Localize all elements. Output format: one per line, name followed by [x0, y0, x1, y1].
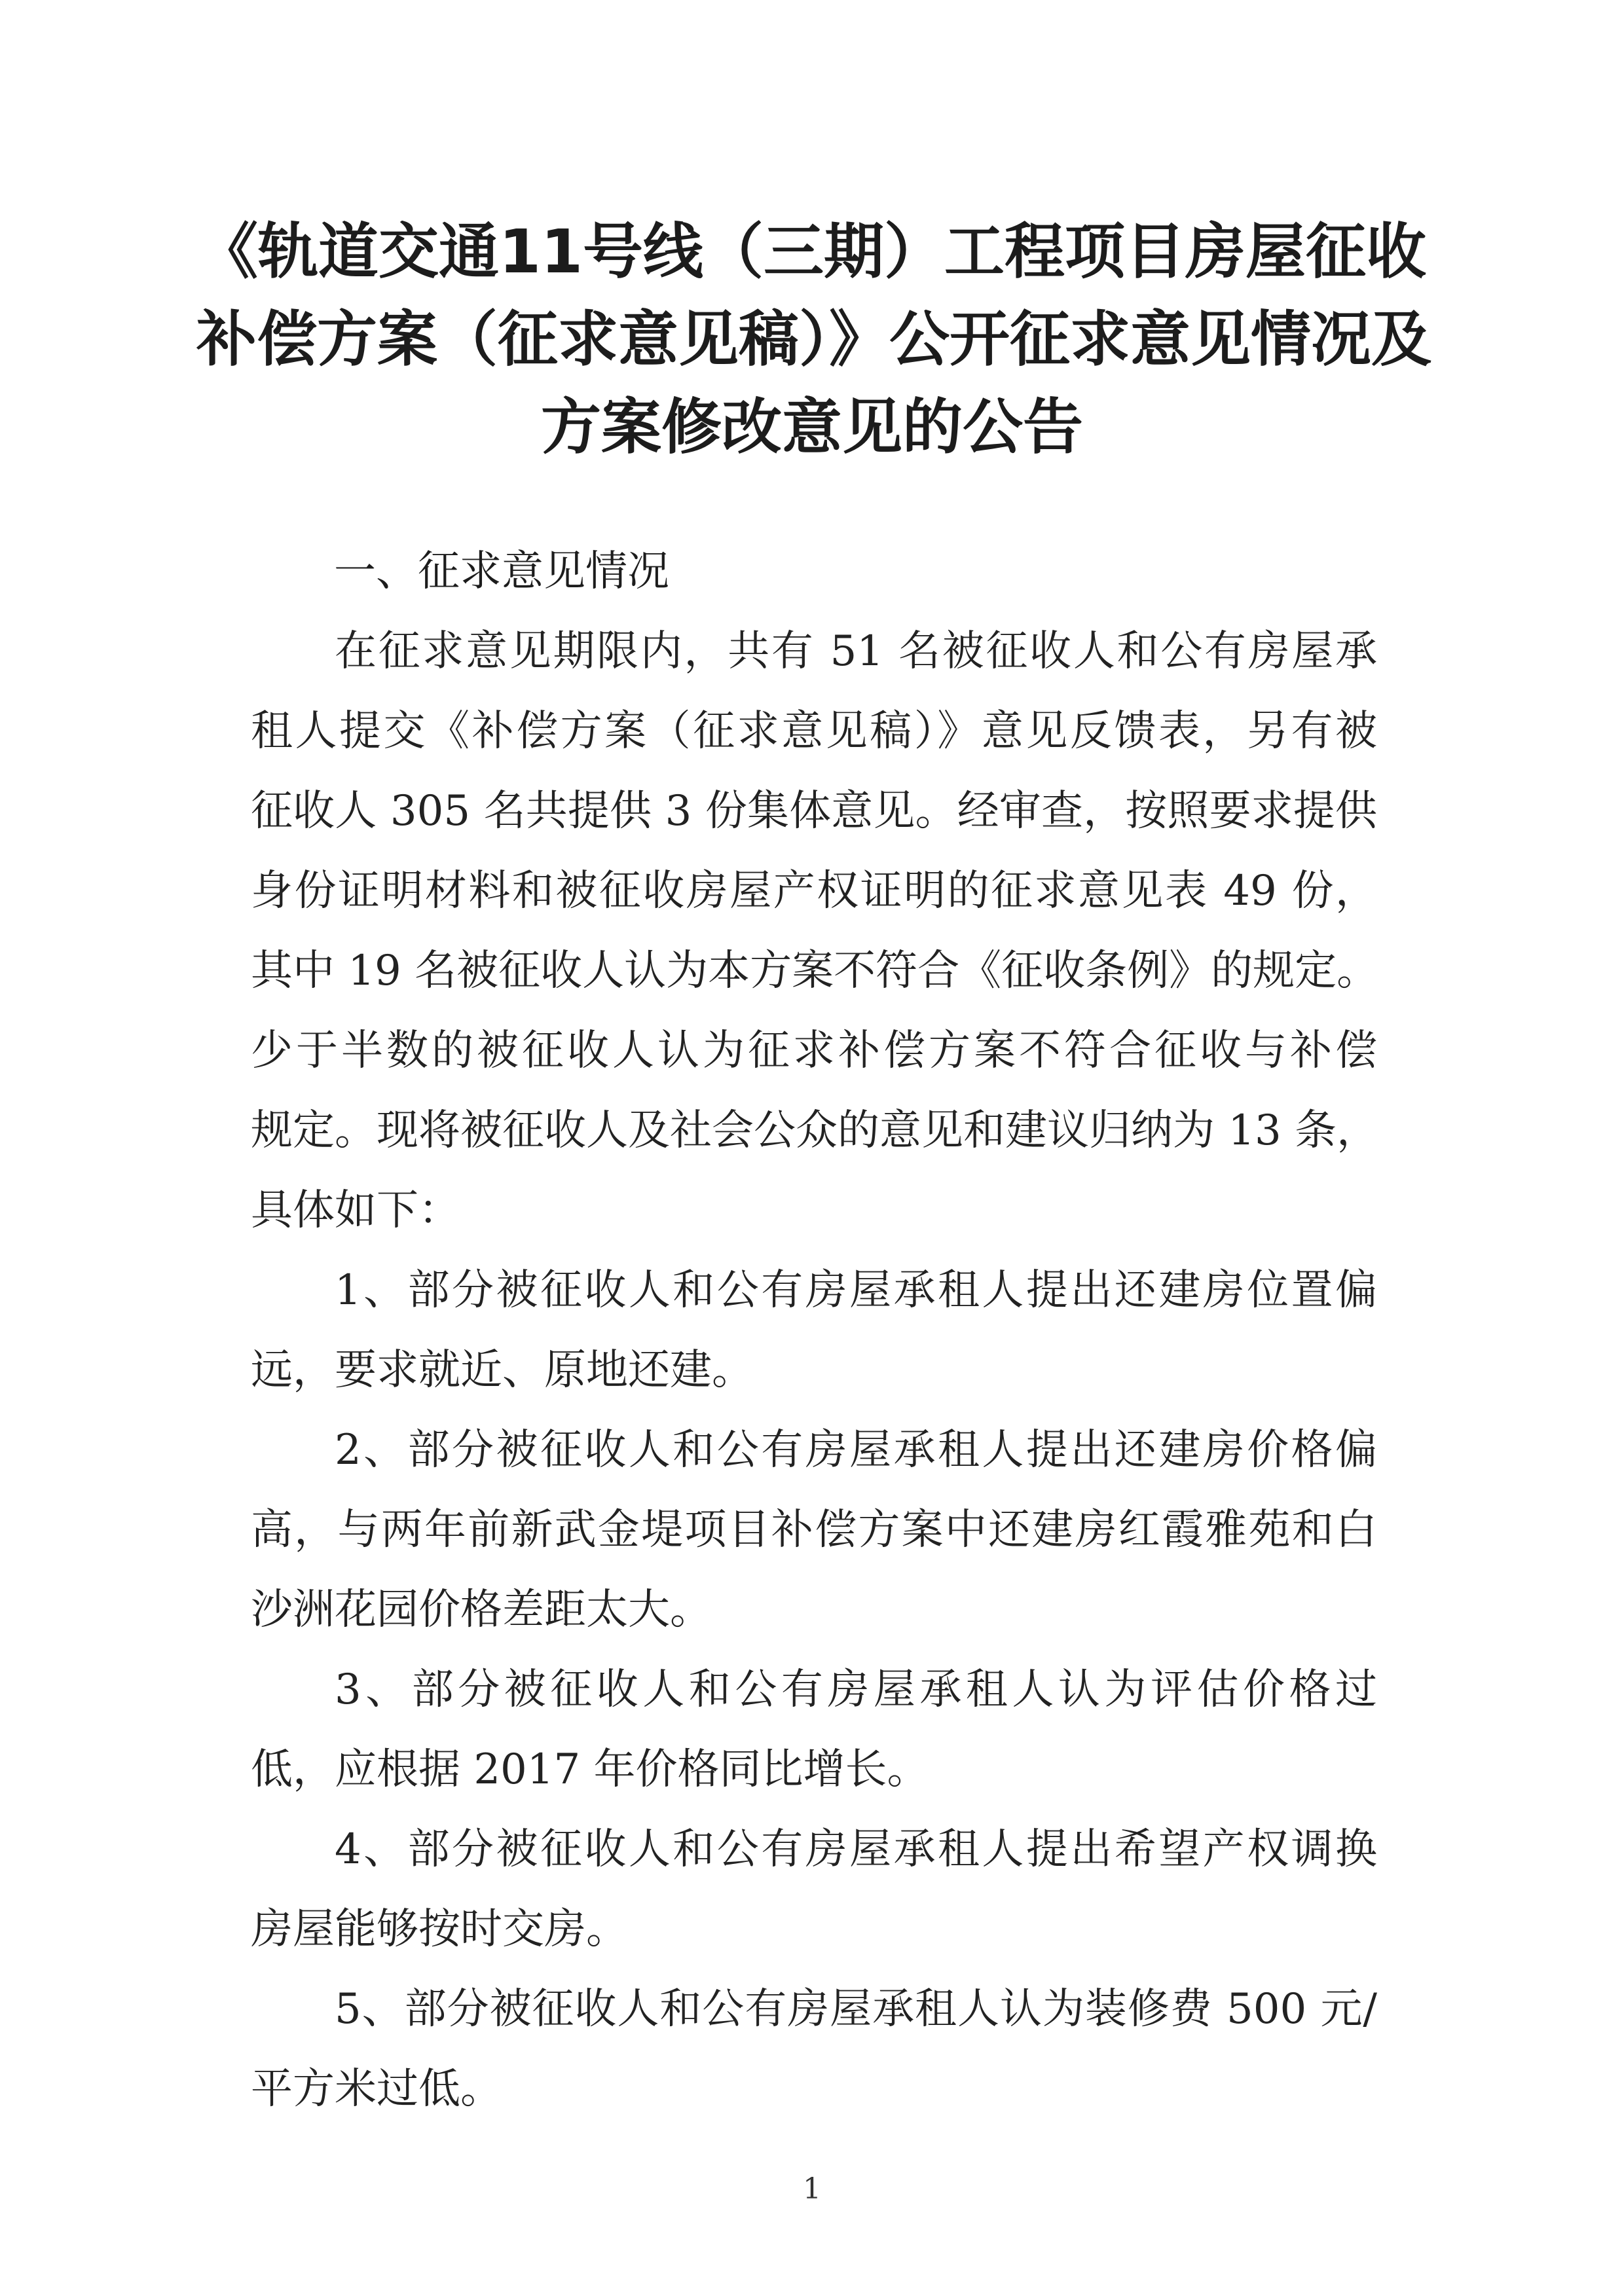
document-title [196, 208, 1432, 471]
list-item [251, 1250, 1377, 1410]
text-line: 3、部分被征收人和公有房屋承租人认为评估价格过 [335, 1666, 1377, 1714]
text-line: 低，应根据 2017 年价格同比增长。 [251, 1745, 929, 1794]
text-line: 租人提交《补偿方案（征求意见稿）》意见反馈表，另有被 [251, 707, 1377, 756]
text-line: 4、部分被征收人和公有房屋承租人提出希望产权调换 [335, 1825, 1377, 1874]
text-line: 规定。现将被征收人及社会公众的意见和建议归纳为 13 条， [251, 1106, 1379, 1155]
text-line: 在征求意见期限内，共有 51 名被征收人和公有房屋承 [335, 627, 1377, 676]
list-item [251, 1969, 1377, 2129]
title-line: 补偿方案（征求意见稿）》公开征求意见情况及 [196, 304, 1432, 374]
section-heading: 一、征求意见情况 [334, 547, 669, 596]
paragraph-intro [251, 611, 1377, 1250]
list-item [251, 1650, 1377, 1810]
list-item [251, 1410, 1377, 1650]
text-line: 房屋能够按时交房。 [251, 1905, 628, 1954]
text-line: 远，要求就近、原地还建。 [251, 1346, 754, 1394]
text-line: 征收人 305 名共提供 3 份集体意见。经审查，按照要求提供 [251, 787, 1377, 835]
text-line: 身份证明材料和被征收房屋产权证明的征求意见表 49 份， [251, 867, 1377, 915]
text-line: 1、部分被征收人和公有房屋承租人提出还建房位置偏 [335, 1266, 1377, 1315]
text-line: 平方米过低。 [251, 2065, 502, 2113]
text-line: 沙洲花园价格差距太大。 [251, 1586, 712, 1634]
text-line: 少于半数的被征收人认为征求补偿方案不符合征收与补偿 [251, 1027, 1377, 1075]
title-line: 《轨道交通11号线（三期）工程项目房屋征收 [197, 217, 1427, 287]
text-line: 具体如下： [251, 1186, 460, 1235]
text-line: 高，与两年前新武金堤项目补偿方案中还建房红霞雅苑和白 [251, 1506, 1377, 1554]
list-item [251, 1810, 1377, 1969]
title-line: 方案修改意见的公告 [540, 392, 1083, 462]
text-line: 其中 19 名被征收人认为本方案不符合《征收条例》的规定。 [251, 947, 1379, 995]
text-line: 2、部分被征收人和公有房屋承租人提出还建房价格偏 [335, 1426, 1377, 1474]
page-number: 1 [803, 2172, 821, 2206]
text-line: 5、部分被征收人和公有房屋承租人认为装修费 500 元/ [335, 1985, 1377, 2033]
